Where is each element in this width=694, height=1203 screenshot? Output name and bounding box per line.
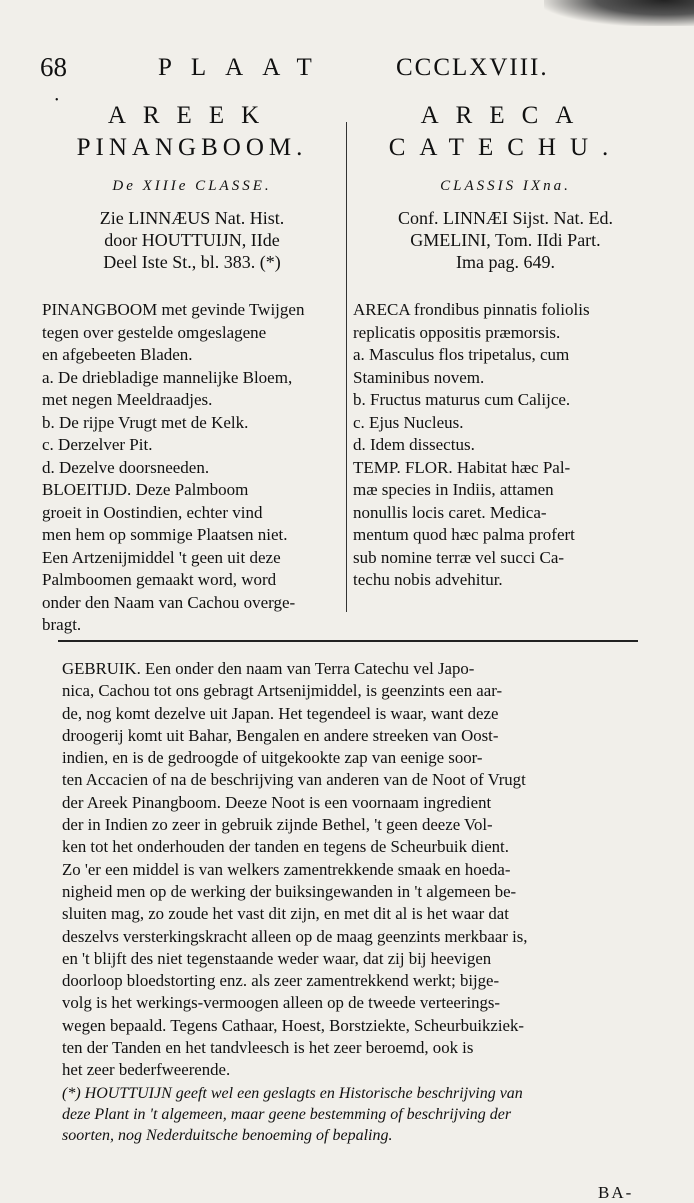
body-line: doorloop bloedstorting enz. als zeer zamentrekkend werkt; bijge- xyxy=(62,971,500,991)
dutch-column xyxy=(42,100,342,637)
dutch-desc-line: groeit in Oostindien, echter vind xyxy=(42,502,263,522)
body-line: der in Indien zo zeer in gebruik zijnde Bethel, 't geen deeze Vol- xyxy=(62,815,493,835)
body-line: en 't blijft des niet tegenstaande weder waar, dat zij bij heevigen xyxy=(62,948,492,968)
dutch-desc-line: Palmboomen gemaakt word, word xyxy=(42,570,277,589)
usage-paragraph xyxy=(62,658,652,1082)
body-line: indien, en is de gedroogde of uitgekookte zap van eenige soor- xyxy=(62,748,483,768)
body-line: ten Accacien of na de beschrijving van anderen van de Noot of Vrugt xyxy=(62,770,526,790)
latin-desc-line: a. Masculus flos tripetalus, cum xyxy=(353,345,570,364)
dutch-desc-line: bragt. xyxy=(42,615,82,634)
latin-description xyxy=(353,299,658,592)
latin-desc-line: Staminibus novem. xyxy=(353,367,485,387)
latin-desc-line: d. Idem dissectus. xyxy=(353,435,475,454)
dutch-description xyxy=(42,299,342,637)
page-header xyxy=(40,52,660,92)
dutch-desc-line: d. Dezelve doorsneeden. xyxy=(42,457,210,477)
latin-desc-line: b. Fructus maturus cum Calijce. xyxy=(353,390,571,409)
footnote-line: soorten, nog Nederduitsche benoeming of bepaling. xyxy=(62,1127,393,1144)
dutch-desc-line: onder den Naam van Cachou overge- xyxy=(42,592,296,612)
latin-title-line2: CATECHU. xyxy=(388,134,623,161)
dutch-desc-line: c. Derzelver Pit. xyxy=(42,435,153,454)
body-line: de, nog komt dezelve uit Japan. Het tegendeel is waar, want deze xyxy=(62,703,499,723)
dutch-reference xyxy=(42,207,342,273)
dutch-title-line1: AREEK xyxy=(107,102,277,129)
latin-ref-line: Ima pag. 649. xyxy=(456,252,555,272)
dutch-title-line2: PINANGBOOM. xyxy=(76,134,308,161)
body-line: ken tot het onderhouden der tanden en tegens de Scheurbuik dient. xyxy=(62,837,509,857)
page-number: 68 xyxy=(40,52,67,82)
latin-ref-line: GMELINI, Tom. IIdi Part. xyxy=(410,230,601,250)
section-rule xyxy=(58,640,638,642)
body-line: nica, Cachou tot ons gebragt Artsenijmiddel, is geenzints een aar- xyxy=(62,681,503,701)
latin-desc-line: mentum quod hæc palma profert xyxy=(353,525,575,544)
latin-ref-line: Conf. LINNÆI Sijst. Nat. Ed. xyxy=(398,208,613,228)
latin-desc-line: techu nobis advehitur. xyxy=(353,570,503,589)
dutch-ref-line: Deel Iste St., bl. 383. (*) xyxy=(103,252,281,272)
body-line: volg is het werkings-vermoogen alleen op de tweede verteerings- xyxy=(62,993,501,1013)
body-line: het zeer bederfweerende. xyxy=(62,1060,231,1080)
body-line: ten der Tanden en het tandvleesch is het zeer beroemd, ook is xyxy=(62,1038,474,1058)
page-corner-shadow xyxy=(544,0,694,26)
body-line: Zo 'er een middel is van welkers zamentrekkende smaak en hoeda- xyxy=(62,859,511,879)
body-line: nigheid men op de werking der buiksingewanden in 't algemeen be- xyxy=(62,881,517,901)
plaat-label: PLAAT xyxy=(158,54,331,81)
latin-desc-line: nonullis locis caret. Medica- xyxy=(353,502,547,522)
body-line: GEBRUIK. Een onder den naam van Terra Catechu vel Japo- xyxy=(62,659,475,678)
body-line: der Areek Pinangboom. Deeze Noot is een voornaam ingredient xyxy=(62,792,492,812)
dutch-class: De XIIIe CLASSE. xyxy=(112,178,272,194)
body-line: sluiten mag, zo zoude het vast dit zijn, en met dit al is het waar dat xyxy=(62,904,509,924)
latin-desc-line: replicatis oppositis præmorsis. xyxy=(353,322,561,342)
latin-column xyxy=(353,100,658,592)
footnote-line: deze Plant in 't algemeen, maar geene bestemming of beschrijving der xyxy=(62,1106,512,1123)
dutch-desc-line: b. De rijpe Vrugt met de Kelk. xyxy=(42,412,249,432)
latin-reference xyxy=(353,207,658,273)
body-line: deszelvs versterkingskracht alleen op de maag geenzints merkbaar is, xyxy=(62,926,528,946)
body-line: wegen bepaald. Tegens Cathaar, Hoest, Borstziekte, Scheurbuikziek- xyxy=(62,1015,524,1035)
dutch-ref-line: door HOUTTUIJN, IIde xyxy=(104,230,280,250)
footnote xyxy=(62,1083,652,1146)
latin-title-line1: ARECA xyxy=(420,102,591,129)
catchword: BA- xyxy=(598,1183,634,1202)
dutch-desc-line: BLOEITIJD. Deze Palmboom xyxy=(42,480,249,499)
latin-desc-line: c. Ejus Nucleus. xyxy=(353,412,464,432)
dutch-desc-line: a. De driebladige mannelijke Bloem, xyxy=(42,367,293,387)
dutch-ref-line: Zie LINNÆUS Nat. Hist. xyxy=(99,208,285,228)
latin-desc-line: TEMP. FLOR. Habitat hæc Pal- xyxy=(353,457,571,477)
latin-desc-line: sub nomine terræ vel succi Ca- xyxy=(353,547,565,567)
latin-desc-line: mæ species in Indiis, attamen xyxy=(353,480,554,499)
dutch-desc-line: men hem op sommige Plaatsen niet. xyxy=(42,525,288,544)
dutch-desc-line: tegen over gestelde omgeslagene xyxy=(42,322,267,342)
body-line: droogerij komt uit Bahar, Bengalen en andere streeken van Oost- xyxy=(62,725,499,745)
dutch-desc-line: met negen Meeldraadjes. xyxy=(42,390,213,409)
dutch-desc-line: PINANGBOOM met gevinde Twijgen xyxy=(42,300,305,319)
dutch-desc-line: en afgebeeten Bladen. xyxy=(42,345,193,364)
plaat-number: CCCLXVIII. xyxy=(396,54,549,81)
ink-speck: • xyxy=(55,95,59,106)
footnote-line: (*) HOUTTUIJN geeft wel een geslagts en Historische beschrijving van xyxy=(62,1085,523,1102)
dutch-desc-line: Een Artzenijmiddel 't geen uit deze xyxy=(42,547,281,567)
column-divider xyxy=(346,122,347,612)
latin-desc-line: ARECA frondibus pinnatis foliolis xyxy=(353,300,590,319)
latin-class: CLASSIS IXna. xyxy=(440,178,571,194)
